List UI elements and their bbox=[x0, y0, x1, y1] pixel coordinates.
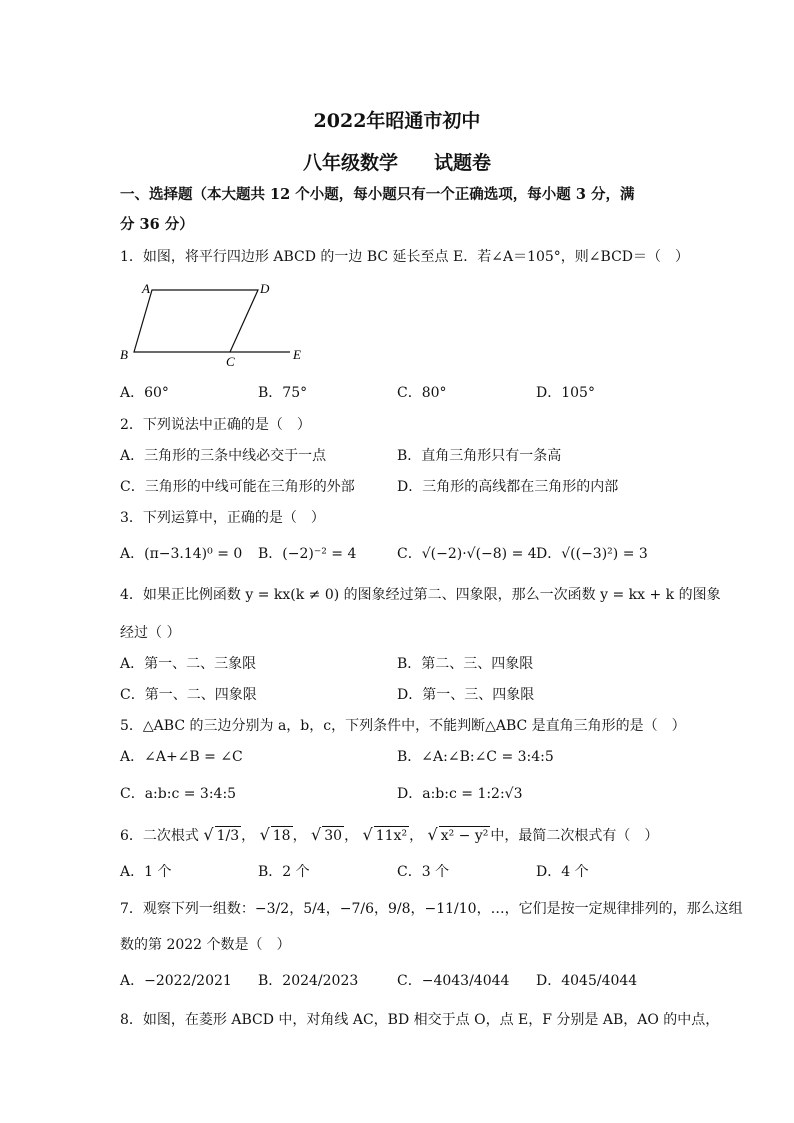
q3-option-a: A．(π−3.14)⁰ = 0 bbox=[120, 546, 243, 562]
q4-stem-line2: 经过（ ） bbox=[120, 625, 181, 641]
q6-option-a: A．1 个 bbox=[120, 864, 172, 880]
q2-option-d: D．三角形的高线都在三角形的内部 bbox=[397, 479, 619, 495]
radical-icon: √ bbox=[259, 825, 270, 844]
q7-option-b: B．2024/2023 bbox=[258, 973, 359, 989]
q7-stem-line1: 7．观察下列一组数：−3/2，5/4，−7/6，9/8，−11/10，…，它们是按一定规律排列的，那么这组 bbox=[120, 901, 743, 917]
subtitle-paper: 试题卷 bbox=[434, 152, 492, 174]
q1-option-a: A．60° bbox=[120, 385, 169, 401]
q5-option-b: B．∠A:∠B:∠C = 3:4:5 bbox=[397, 749, 554, 765]
parallelogram-abcd bbox=[134, 290, 258, 352]
q4-option-a: A．第一、二、三象限 bbox=[120, 656, 257, 672]
q7-stem-line2: 数的第 2022 个数是（ ） bbox=[120, 937, 291, 953]
q1-option-c: C．80° bbox=[397, 385, 447, 401]
q6-radical-1: 1/3 bbox=[216, 828, 240, 844]
q7-stem-prefix: 7．观察下列一组数： bbox=[120, 901, 255, 917]
q2-option-b: B．直角三角形只有一条高 bbox=[397, 448, 562, 464]
q1-option-b: B．75° bbox=[258, 385, 308, 401]
radical-icon: √ bbox=[362, 825, 373, 844]
q3-option-c: C．√(−2)·√(−8) = 4 bbox=[397, 546, 537, 562]
q6-stem: 6．二次根式 √ 1/3 ， √ 18 ， √ 30 ， √ 11x² ， √ x² − y² 中，最简二次根式有（ ） bbox=[120, 825, 659, 844]
label-b: B bbox=[120, 347, 128, 362]
q7-stem-suffix: ，…，它们是按一定规律排列的，那么这组 bbox=[476, 901, 743, 917]
q5-option-a: A．∠A+∠B = ∠C bbox=[120, 749, 243, 765]
label-a: A bbox=[142, 281, 150, 296]
q5-option-d: D．a:b:c = 1:2:√3 bbox=[397, 786, 523, 802]
label-d: D bbox=[260, 281, 270, 296]
q5-option-c: C．a:b:c = 3:4:5 bbox=[120, 786, 237, 802]
q3-option-d: D．√((−3)²) = 3 bbox=[536, 546, 648, 562]
q4-option-b: B．第二、三、四象限 bbox=[397, 656, 534, 672]
section-heading-line1: 一、选择题（本大题共 12 个小题，每小题只有一个正确选项，每小题 3 分，满 bbox=[120, 186, 635, 203]
q6-radical-3: 30 bbox=[324, 828, 343, 844]
q2-stem: 2．下列说法中正确的是（ ） bbox=[120, 417, 311, 433]
q7-option-a: A．−2022/2021 bbox=[120, 973, 232, 989]
q6-radical-4: 11x² bbox=[375, 828, 408, 844]
label-c: C bbox=[226, 354, 235, 369]
page-title: 2022年昭通市初中 bbox=[313, 110, 481, 132]
q7-option-c: C．−4043/4044 bbox=[397, 973, 510, 989]
q6-option-c: C．3 个 bbox=[397, 864, 450, 880]
q6-stem-prefix: 6．二次根式 bbox=[120, 828, 199, 844]
q6-stem-suffix: 中，最简二次根式有（ ） bbox=[490, 828, 659, 844]
q1-stem: 1．如图，将平行四边形 ABCD 的一边 BC 延长至点 E．若∠A＝105°，则∠BCD＝（ ） bbox=[120, 249, 690, 265]
q7-seq-1: −3/2 bbox=[254, 901, 290, 917]
q7-seq-5: −11/10 bbox=[424, 901, 477, 917]
q1-parallelogram-figure bbox=[118, 280, 318, 370]
page-subtitle bbox=[0, 148, 794, 175]
section-heading-line2: 分 36 分） bbox=[120, 216, 194, 233]
q6-option-b: B．2 个 bbox=[258, 864, 310, 880]
radical-icon: √ bbox=[311, 825, 322, 844]
q6-radical-2: 18 bbox=[272, 828, 291, 844]
label-e: E bbox=[293, 347, 301, 362]
q6-option-d: D．4 个 bbox=[536, 864, 589, 880]
q8-stem: 8．如图，在菱形 ABCD 中，对角线 AC，BD 相交于点 O，点 E，F 分别是 AB，AO 的中点， bbox=[120, 1012, 720, 1028]
q7-seq-2: 5/4 bbox=[303, 901, 326, 917]
q2-option-c: C．三角形的中线可能在三角形的外部 bbox=[120, 479, 355, 495]
q7-option-d: D．4045/4044 bbox=[536, 973, 638, 989]
q5-stem: 5．△ABC 的三边分别为 a，b，c，下列条件中，不能判断△ABC 是直角三角形的是（ ） bbox=[120, 718, 686, 734]
q2-option-a: A．三角形的三条中线必交于一点 bbox=[120, 448, 327, 464]
q4-option-c: C．第一、二、四象限 bbox=[120, 687, 257, 703]
q3-option-b: B．(−2)⁻² = 4 bbox=[258, 546, 357, 562]
radical-icon: √ bbox=[427, 825, 438, 844]
q3-stem: 3．下列运算中，正确的是（ ） bbox=[120, 510, 325, 526]
q4-stem-line1: 4．如果正比例函数 y = kx(k ≠ 0) 的图象经过第二、四象限，那么一次函数 y = kx + k 的图象 bbox=[120, 587, 721, 603]
q7-seq-3: −7/6 bbox=[339, 901, 374, 917]
q4-option-d: D．第一、三、四象限 bbox=[397, 687, 535, 703]
q7-seq-4: 9/8 bbox=[387, 901, 411, 917]
radical-icon: √ bbox=[203, 825, 214, 844]
q1-option-d: D．105° bbox=[536, 385, 595, 401]
q6-radical-5: x² − y² bbox=[440, 828, 489, 844]
subtitle-grade: 八年级数学 bbox=[302, 152, 398, 174]
